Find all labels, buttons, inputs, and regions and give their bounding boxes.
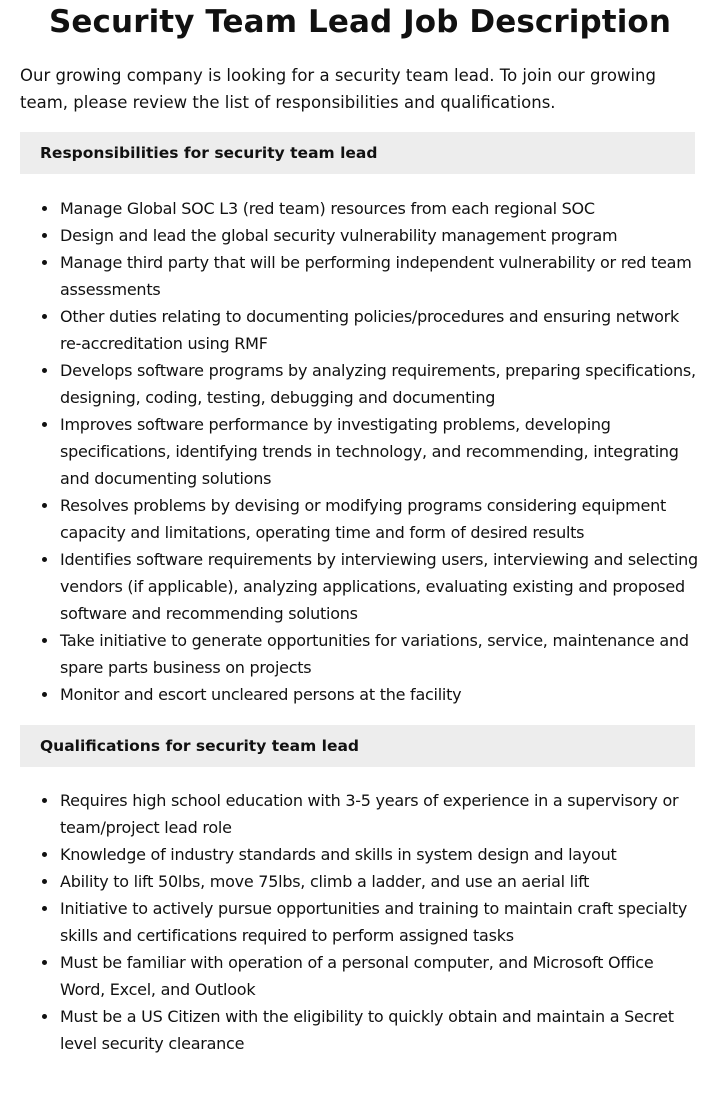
responsibility-item: Improves software performance by investigating problems, developing specifications, identifying trends in technology, and recommending, integrating and documenting solutions [20,411,700,492]
responsibility-item: Resolves problems by devising or modifying programs considering equipment capacity and limitations, operating time and form of desired results [20,492,700,546]
qualifications-list [20,787,700,1057]
qualification-item: Must be a US Citizen with the eligibility to quickly obtain and maintain a Secret level security clearance [20,1003,700,1057]
responsibility-item: Other duties relating to documenting policies/procedures and ensuring network re-accreditation using RMF [20,303,700,357]
qualification-item: Requires high school education with 3-5 years of experience in a supervisory or team/project lead role [20,787,700,841]
responsibility-item: Monitor and escort uncleared persons at the facility [20,681,700,708]
responsibilities-heading-label: Responsibilities for security team lead [40,144,378,162]
qualifications-heading [20,725,695,767]
responsibility-item: Manage third party that will be performing independent vulnerability or red team assessments [20,249,700,303]
responsibility-item: Design and lead the global security vulnerability management program [20,222,700,249]
responsibilities-list [20,195,700,708]
qualification-item: Ability to lift 50lbs, move 75lbs, climb a ladder, and use an aerial lift [20,868,700,895]
qualification-item: Knowledge of industry standards and skills in system design and layout [20,841,700,868]
responsibility-item: Develops software programs by analyzing requirements, preparing specifications, designing, coding, testing, debugging and documenting [20,357,700,411]
qualifications-heading-label: Qualifications for security team lead [40,737,360,755]
qualification-item: Initiative to actively pursue opportunities and training to maintain craft specialty skills and certifications required to perform assigned tasks [20,895,700,949]
page-title: Security Team Lead Job Description [49,4,671,40]
intro-paragraph: Our growing company is looking for a security team lead. To join our growing team, please review the list of responsibilities and qualifications. [20,66,656,112]
responsibilities-heading [20,132,695,174]
responsibility-item: Take initiative to generate opportunities for variations, service, maintenance and spare parts business on projects [20,627,700,681]
qualification-item: Must be familiar with operation of a personal computer, and Microsoft Office Word, Excel, and Outlook [20,949,700,1003]
responsibility-item: Identifies software requirements by interviewing users, interviewing and selecting vendors (if applicable), analyzing applications, evaluating existing and proposed software and recommending solutions [20,546,700,627]
responsibility-item: Manage Global SOC L3 (red team) resources from each regional SOC [20,195,700,222]
